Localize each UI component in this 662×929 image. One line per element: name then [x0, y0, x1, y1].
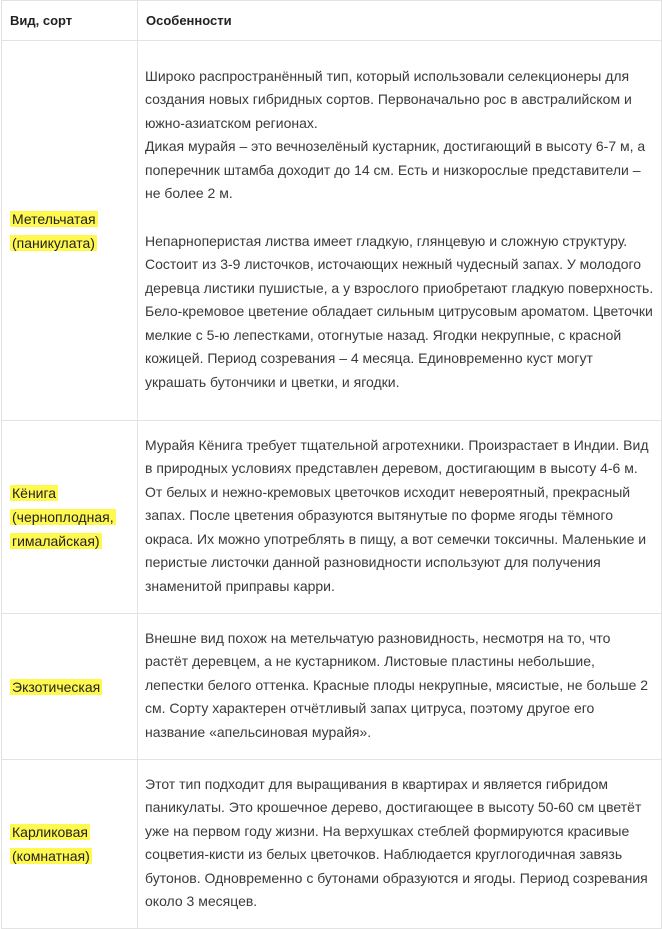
table-row: [2, 41, 662, 421]
description-paragraph: Непарноперистая листва имеет гладкую, глянцевую и сложную структуру. Состоит из 3-9 листочков, источающих нежный чудесный запах. У молодого деревца листики пушистые, а у взрослого приобретают гладкую поверхность. Бело-кремовое цветение обладает сильным цитрусовым ароматом. Цветочки мелкие с 5-ю лепестками, отогнутые назад. Ягодки некрупные, с красной кожицей. Период созревания – 4 месяца. Единовременно куст могут украшать бутончики и цветки, и ягодки.: [145, 232, 654, 390]
variety-name-cell: [2, 421, 138, 614]
variety-name: Кёнига (черноплодная, гималайская): [12, 485, 114, 549]
table-row: [2, 614, 662, 760]
table-row: [2, 421, 662, 614]
description-paragraph: Мурайя Кёнига требует тщательной агротехники. Произрастает в Индии. Вид в природных условиях представлен деревом, достигающим в высоту 4-6 м. От белых и нежно-кремовых цветочков исходит невероятный, прекрасный запах. После цветения образуются вытянутые по форме ягоды тёмного окраса. Их можно употреблять в пищу, а вот семечки токсичны. Маленькие и перистые листочки данной разновидности используют для получения знаменитой приправы карри.: [145, 436, 649, 594]
variety-description-cell: [138, 421, 662, 614]
variety-description-cell: [138, 760, 662, 929]
description-paragraph: Внешне вид похож на метельчатую разновидность, несмотря на то, что растёт деревцем, а не кустарником. Листовые пластины небольшие, лепестки белого оттенка. Красные плоды некрупные, мясистые, не больше 2 см. Сорту характерен отчётливый запах цитруса, поэтому другое его название «апельсиновая мурайя».: [145, 629, 649, 740]
description-paragraph: Широко распространённый тип, который использовали селекционеры для создания новых гибридных сортов. Первоначально рос в австралийском и южно-азиатском регионах. Дикая мурайя – это вечнозелёный кустарник, достигающий в высоту 6-7 м, а поперечник штамба доходит до 14 см. Есть и низкорослые представители – не более 2 м.: [145, 67, 646, 202]
table-header-row: [2, 1, 662, 41]
variety-name-cell: [2, 760, 138, 929]
variety-description-cell: [138, 41, 662, 421]
variety-name: Экзотическая: [12, 678, 101, 695]
header-variety: Вид, сорт: [2, 1, 138, 41]
variety-name: Метельчатая (паникулата): [12, 210, 96, 251]
variety-name-cell: [2, 614, 138, 760]
description-paragraph: Этот тип подходит для выращивания в квартирах и является гибридом паникулаты. Это крошечное дерево, достигающее в высоту 50-60 см цветёт уже на первом году жизни. На верхушках стеблей формируются красивые соцветия-кисти из белых цветочков. Наблюдается круглогодичная завязь бутонов. Одновременно с бутонами образуются и ягоды. Период созревания около 3 месяцев.: [145, 775, 648, 909]
varieties-table: [1, 0, 662, 929]
variety-name-cell: [2, 41, 138, 421]
variety-name: Карликовая (комнатная): [12, 824, 90, 864]
variety-description-cell: [138, 614, 662, 760]
header-features: Особенности: [138, 1, 662, 41]
table-row: [2, 760, 662, 929]
